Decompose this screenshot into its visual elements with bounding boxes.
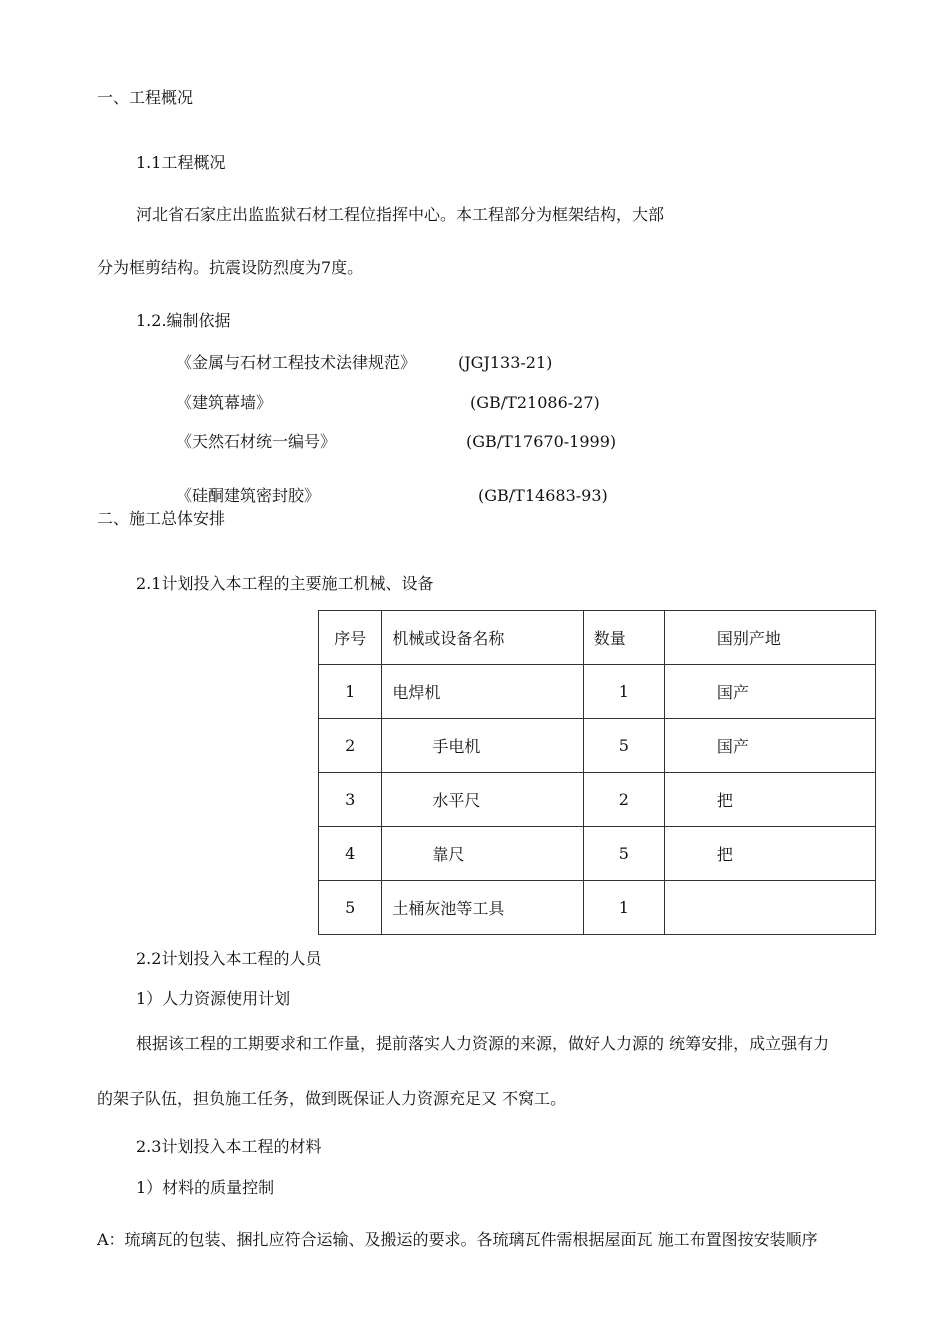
hr-paragraph-line-1: 根据该工程的工期要求和工作量，提前落实人力资源的来源，做好人力源的 统筹安排，成立强有力	[136, 1034, 830, 1053]
reference-code: (JGJ133-21)	[458, 353, 553, 372]
reference-code: (GB/T17670-1999)	[466, 432, 617, 451]
material-item-a: A：琉璃瓦的包装、捆扎应符合运输、及搬运的要求。各琉璃瓦件需根据屋面瓦 施工布置图按安装顺序	[97, 1230, 818, 1249]
equipment-table	[318, 610, 876, 935]
table-header-row	[319, 611, 876, 665]
subsection-2-2-heading: 2.2计划投入本工程的人员	[136, 949, 322, 968]
reference-code: (GB/T14683-93)	[478, 486, 608, 505]
overview-line-1: 河北省石家庄出监监狱石材工程位指挥中心。本工程部分为框架结构，大部	[136, 205, 665, 224]
reference-title: 《天然石材统一编号》	[176, 432, 337, 451]
material-quality-item: 1）材料的质量控制	[136, 1178, 275, 1197]
reference-code: (GB/T21086-27)	[470, 393, 600, 412]
table-cell: 手电机	[382, 719, 583, 773]
table-row	[319, 827, 876, 881]
overview-line-2: 分为框剪结构。抗震设防烈度为7度。	[97, 258, 364, 277]
table-row	[319, 719, 876, 773]
hr-paragraph-line-2: 的架子队伍，担负施工任务，做到既保证人力资源充足又 不窝工。	[97, 1089, 567, 1108]
table-cell: 5	[583, 719, 664, 773]
table-cell: 4	[319, 827, 382, 881]
subsection-2-3-heading: 2.3计划投入本工程的材料	[136, 1137, 322, 1156]
table-cell: 1	[319, 665, 382, 719]
table-row	[319, 773, 876, 827]
table-cell: 靠尺	[382, 827, 583, 881]
table-cell	[664, 881, 875, 935]
table-cell: 水平尺	[382, 773, 583, 827]
table-cell: 5	[319, 881, 382, 935]
table-row	[319, 665, 876, 719]
header-cell: 机械或设备名称	[382, 611, 583, 665]
table-cell: 2	[583, 773, 664, 827]
header-cell: 国别产地	[664, 611, 875, 665]
table-cell: 1	[583, 881, 664, 935]
table-cell: 把	[664, 827, 875, 881]
subsection-2-1-heading: 2.1计划投入本工程的主要施工机械、设备	[136, 574, 434, 593]
table-cell: 国产	[664, 665, 875, 719]
header-cell: 序号	[319, 611, 382, 665]
table-cell: 1	[583, 665, 664, 719]
table-cell: 国产	[664, 719, 875, 773]
subsection-1-1-heading: 1.1工程概况	[136, 153, 226, 172]
table-cell: 3	[319, 773, 382, 827]
section-2-heading: 二、施工总体安排	[97, 509, 226, 528]
table-cell: 电焊机	[382, 665, 583, 719]
subsection-1-2-heading: 1.2.编制依据	[136, 311, 231, 330]
reference-title: 《硅酮建筑密封胶》	[176, 486, 321, 505]
table-row	[319, 881, 876, 935]
section-1-heading: 一、工程概况	[97, 88, 194, 107]
reference-title: 《建筑幕墙》	[176, 393, 273, 412]
table-cell: 2	[319, 719, 382, 773]
table-cell: 5	[583, 827, 664, 881]
table-cell: 把	[664, 773, 875, 827]
header-cell: 数量	[583, 611, 664, 665]
reference-title: 《金属与石材工程技术法律规范》	[176, 353, 417, 372]
table-cell: 土桶灰池等工具	[382, 881, 583, 935]
hr-plan-item: 1）人力资源使用计划	[136, 989, 291, 1008]
